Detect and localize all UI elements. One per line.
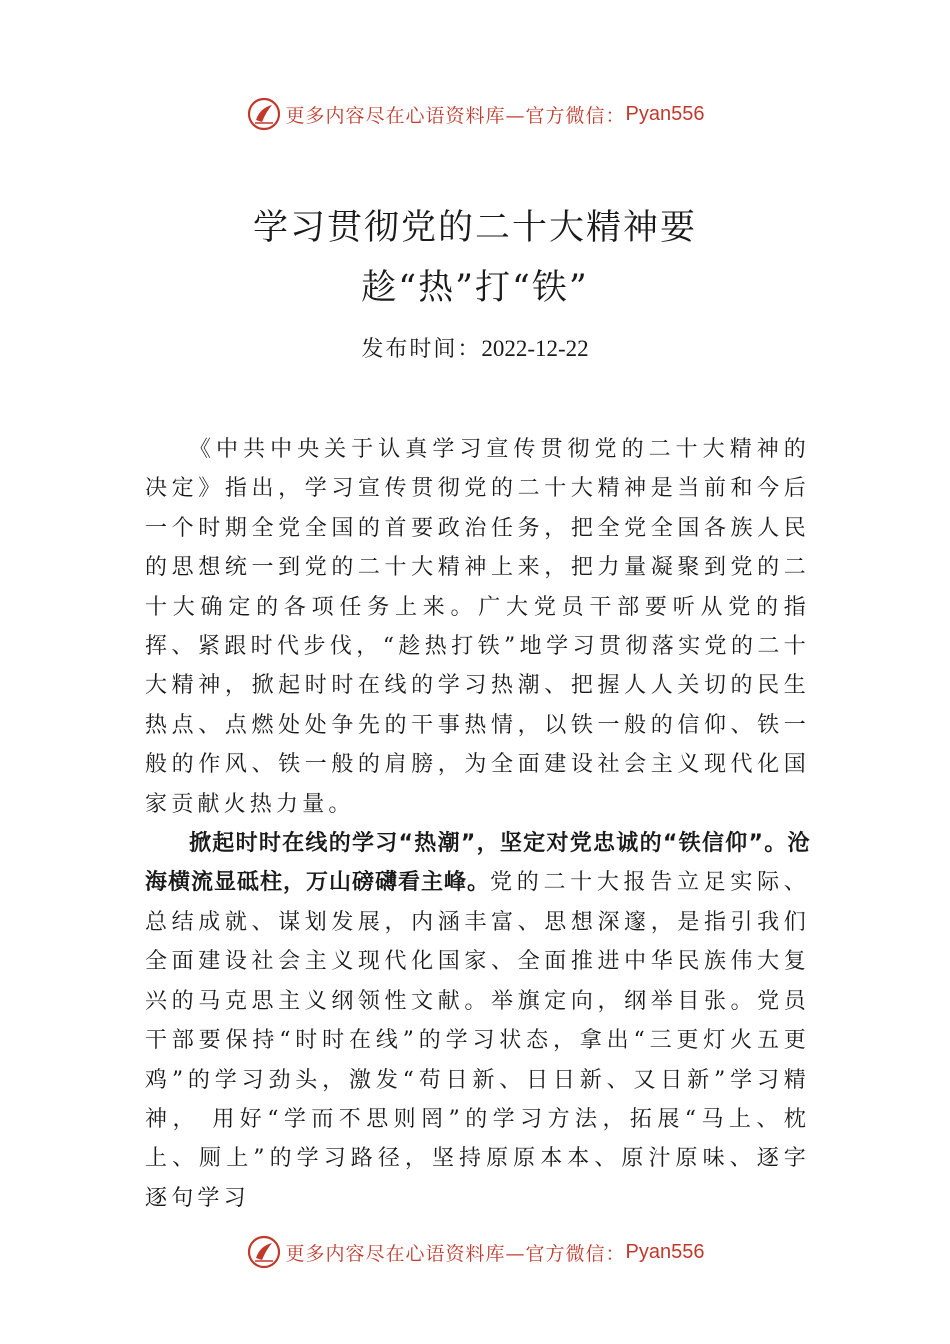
logo-icon — [246, 1234, 282, 1270]
article-body — [145, 430, 810, 1218]
logo-icon — [246, 96, 282, 132]
wechat-id: Pyan556 — [625, 102, 705, 125]
date-label: 发布时间： — [361, 337, 482, 362]
watermark-text: 更多内容尽在心语资料库—官方微信： — [285, 104, 626, 127]
paragraph-2 — [145, 824, 810, 1218]
paragraph-2-heading: 掀起时时在线的学习“热潮”，坚定对党忠诚的“铁信仰”。沧海横流显砥柱，万山磅礴看主峰。 — [145, 831, 810, 896]
paragraph-1: 《中共中央关于认真学习宣传贯彻党的二十大精神的决定》指出，学习宣传贯彻党的二十大精神是当前和今后一个时期全党全国的首要政治任务，把全党全国各族人民的思想统一到党的二十大精神上来，把力量凝聚到党的二十大确定的各项任务上来。广大党员干部要听从党的指挥、紧跟时代步伐，“趁热打铁”地学习贯彻落实党的二十大精神，掀起时时在线的学习热潮、把握人人关切的民生热点、点燃处处争先的干事热情，以铁一般的信仰、铁一般的作风、铁一般的肩膀，为全面建设社会主义现代化国家贡献火热力量。 — [145, 437, 810, 817]
date-value: 2022-12-22 — [481, 336, 589, 361]
wechat-id: Pyan556 — [625, 1240, 705, 1263]
watermark-text: 更多内容尽在心语资料库—官方微信： — [285, 1242, 626, 1265]
article-title: 学习贯彻党的二十大精神要趁“热”打“铁” — [252, 208, 697, 308]
watermark-header — [0, 94, 950, 134]
watermark-footer — [0, 1232, 950, 1272]
paragraph-2-body: 党的二十大报告立足实际、总结成就、谋划发展，内涵丰富、思想深邃，是指引我们全面建设社会主义现代化国家、全面推进中华民族伟大复兴的马克思主义纲领性文献。举旗定向，纲举目张。党员干部要保持“时时在线”的学习状态，拿出“三更灯火五更鸡”的学习劲头，激发“苟日新、日日新、又日新”学习精神， 用好“学而不思则罔”的学习方法，拓展“马上、枕上、厕上”的学习路径，坚持原原本本、原汁原味、逐字逐句学习 — [145, 870, 810, 1211]
publish-date — [0, 332, 950, 363]
